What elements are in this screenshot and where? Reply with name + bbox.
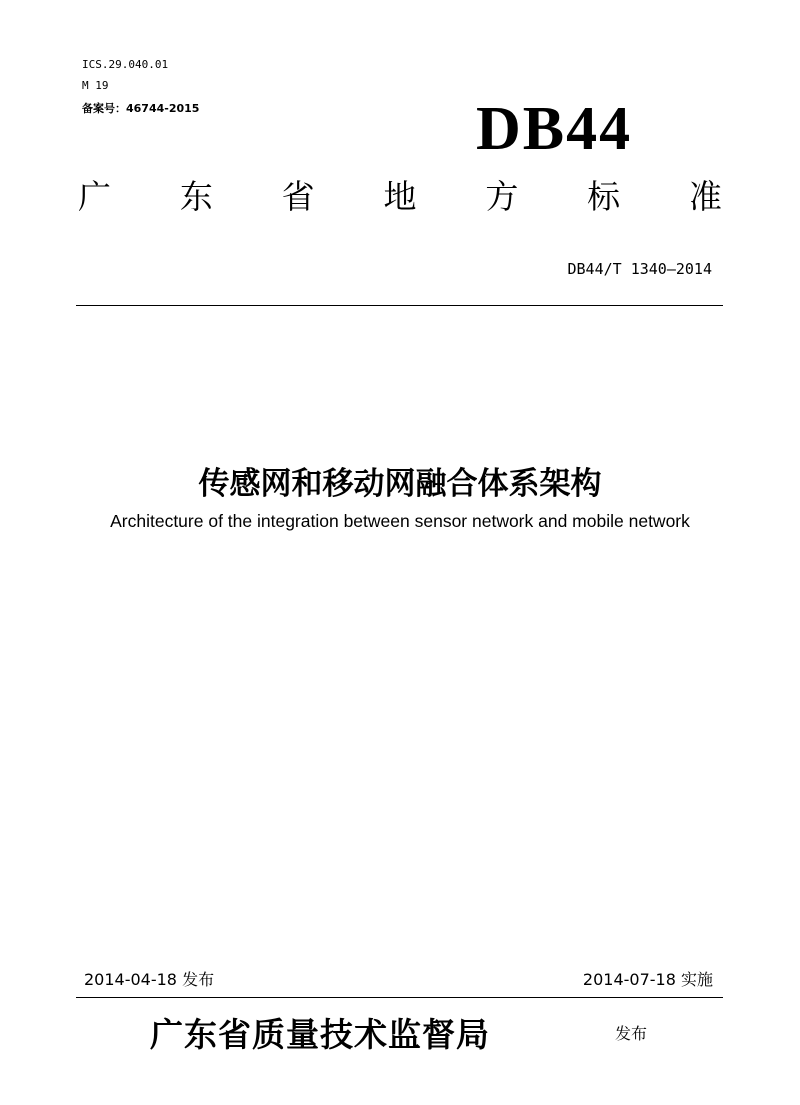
ics-code: ICS.29.040.01 bbox=[82, 58, 169, 71]
top-divider bbox=[76, 305, 723, 306]
implementation-date: 2014-07-18 实施 bbox=[582, 970, 713, 989]
issue-date: 2014-04-18 发布 bbox=[84, 970, 215, 989]
ccs-code: M 19 bbox=[82, 79, 109, 92]
standard-type bbox=[78, 177, 722, 216]
standard-type-char: 标 bbox=[587, 177, 621, 216]
issuer-action: 发布 bbox=[615, 1024, 648, 1043]
title-english: Architecture of the integration between sensor network and mobile network bbox=[110, 511, 690, 531]
title-chinese: 传感网和移动网融合体系架构 bbox=[198, 466, 602, 502]
filing-number: 备案号：46744-2015 bbox=[82, 102, 200, 115]
db44-logo-code: DB44 bbox=[476, 95, 633, 163]
standard-type-char: 方 bbox=[485, 177, 519, 216]
standard-type-char: 地 bbox=[383, 177, 417, 216]
standard-type-char: 广 bbox=[78, 177, 111, 216]
standard-type-char: 准 bbox=[688, 177, 722, 216]
standard-number: DB44/T 1340—2014 bbox=[567, 260, 712, 278]
standard-type-char: 东 bbox=[179, 177, 213, 216]
bottom-divider bbox=[76, 997, 723, 998]
issuing-authority: 广东省质量技术监督局 bbox=[150, 1015, 490, 1054]
standard-type-char: 省 bbox=[281, 177, 315, 216]
